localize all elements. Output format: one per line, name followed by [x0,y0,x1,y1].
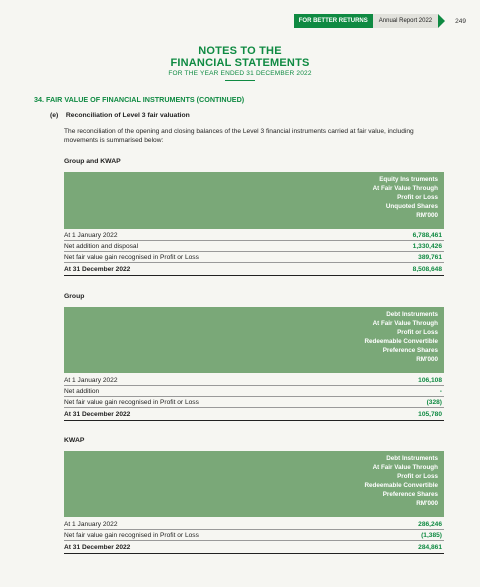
table-row [64,241,444,252]
page-title-line2: FINANCIAL STATEMENTS [170,57,310,69]
total-value: 105,780 [418,411,442,418]
table-group-label: Group [64,293,85,300]
header-line: Debt Instruments [386,455,438,462]
report-header-bar [294,14,466,28]
header-line: Redeemable Convertible [364,482,438,489]
row-label: Net addition and disposal [64,243,139,250]
intro-paragraph: The reconciliation of the opening and closing balances of the Level 3 financial instruments carried at fair value, including movements is summarised below: [64,128,414,144]
header-line: Profit or Loss [397,194,438,201]
row-value: 6,788,461 [412,232,442,239]
header-line: Redeemable Convertible [364,338,438,345]
total-label: At 31 December 2022 [64,544,131,551]
table-row [64,519,444,530]
row-label: Net fair value gain recognised in Profit or Loss [64,254,199,261]
table-column-header [64,451,444,517]
row-value: 286,246 [418,521,442,528]
header-line: At Fair Value Through [372,320,438,327]
row-label: Net addition [64,388,100,395]
table-row [64,230,444,241]
header-line: Preference Shares [382,491,438,498]
page-title-line1: NOTES TO THE [198,45,282,57]
table-group-label: KWAP [64,437,85,444]
page-number: 249 [455,17,466,25]
header-line: RM'000 [416,212,438,219]
row-value: 1,330,426 [412,243,442,250]
header-line: At Fair Value Through [372,185,438,192]
table-total-row [64,263,444,276]
row-value: (328) [426,399,442,406]
table-row [64,386,444,397]
table-column-header [64,307,444,373]
tagline-badge: FOR BETTER RETURNS [294,14,373,28]
total-value: 8,508,648 [412,266,442,273]
table-group-label: Group and KWAP [64,158,121,165]
header-line: Preference Shares [382,347,438,354]
row-value: 389,761 [418,254,442,261]
total-label: At 31 December 2022 [64,266,131,273]
header-line: RM'000 [416,356,438,363]
row-label: At 1 January 2022 [64,521,118,528]
total-value: 284,861 [418,544,442,551]
table-row [64,252,444,263]
row-label: At 1 January 2022 [64,377,118,384]
table-column-header [64,172,444,229]
table-body [64,519,444,554]
table-row [64,530,444,541]
table-body [64,375,444,421]
subsection-label: (e) [50,112,59,119]
table-row [64,375,444,386]
row-label: Net fair value gain recognised in Profit or Loss [64,399,199,406]
header-line: Unquoted Shares [385,203,438,210]
page-header [0,45,480,81]
total-label: At 31 December 2022 [64,411,131,418]
row-value: (1,385) [421,532,442,539]
row-value: 106,108 [418,377,442,384]
header-line: Profit or Loss [397,329,438,336]
table-row [64,397,444,408]
row-label: At 1 January 2022 [64,232,118,239]
chevron-right-icon [438,14,445,28]
table-total-row [64,408,444,421]
header-line: At Fair Value Through [372,464,438,471]
row-label: Net fair value gain recognised in Profit or Loss [64,532,199,539]
row-value: - [439,388,442,395]
header-line: Debt Instruments [386,311,438,318]
header-divider [225,80,255,81]
table-total-row [64,541,444,554]
table-body [64,230,444,276]
section-title: 34. FAIR VALUE OF FINANCIAL INSTRUMENTS (CONTINUED) [34,95,245,104]
header-line: Profit or Loss [397,473,438,480]
header-line: Equity Ins truments [379,176,438,183]
report-name-badge: Annual Report 2022 [373,14,438,28]
header-line: RM'000 [416,500,438,507]
page-subtitle: FOR THE YEAR ENDED 31 DECEMBER 2022 [168,70,312,77]
subsection-heading: Reconciliation of Level 3 fair valuation [65,112,190,119]
subsection-title [50,112,190,119]
